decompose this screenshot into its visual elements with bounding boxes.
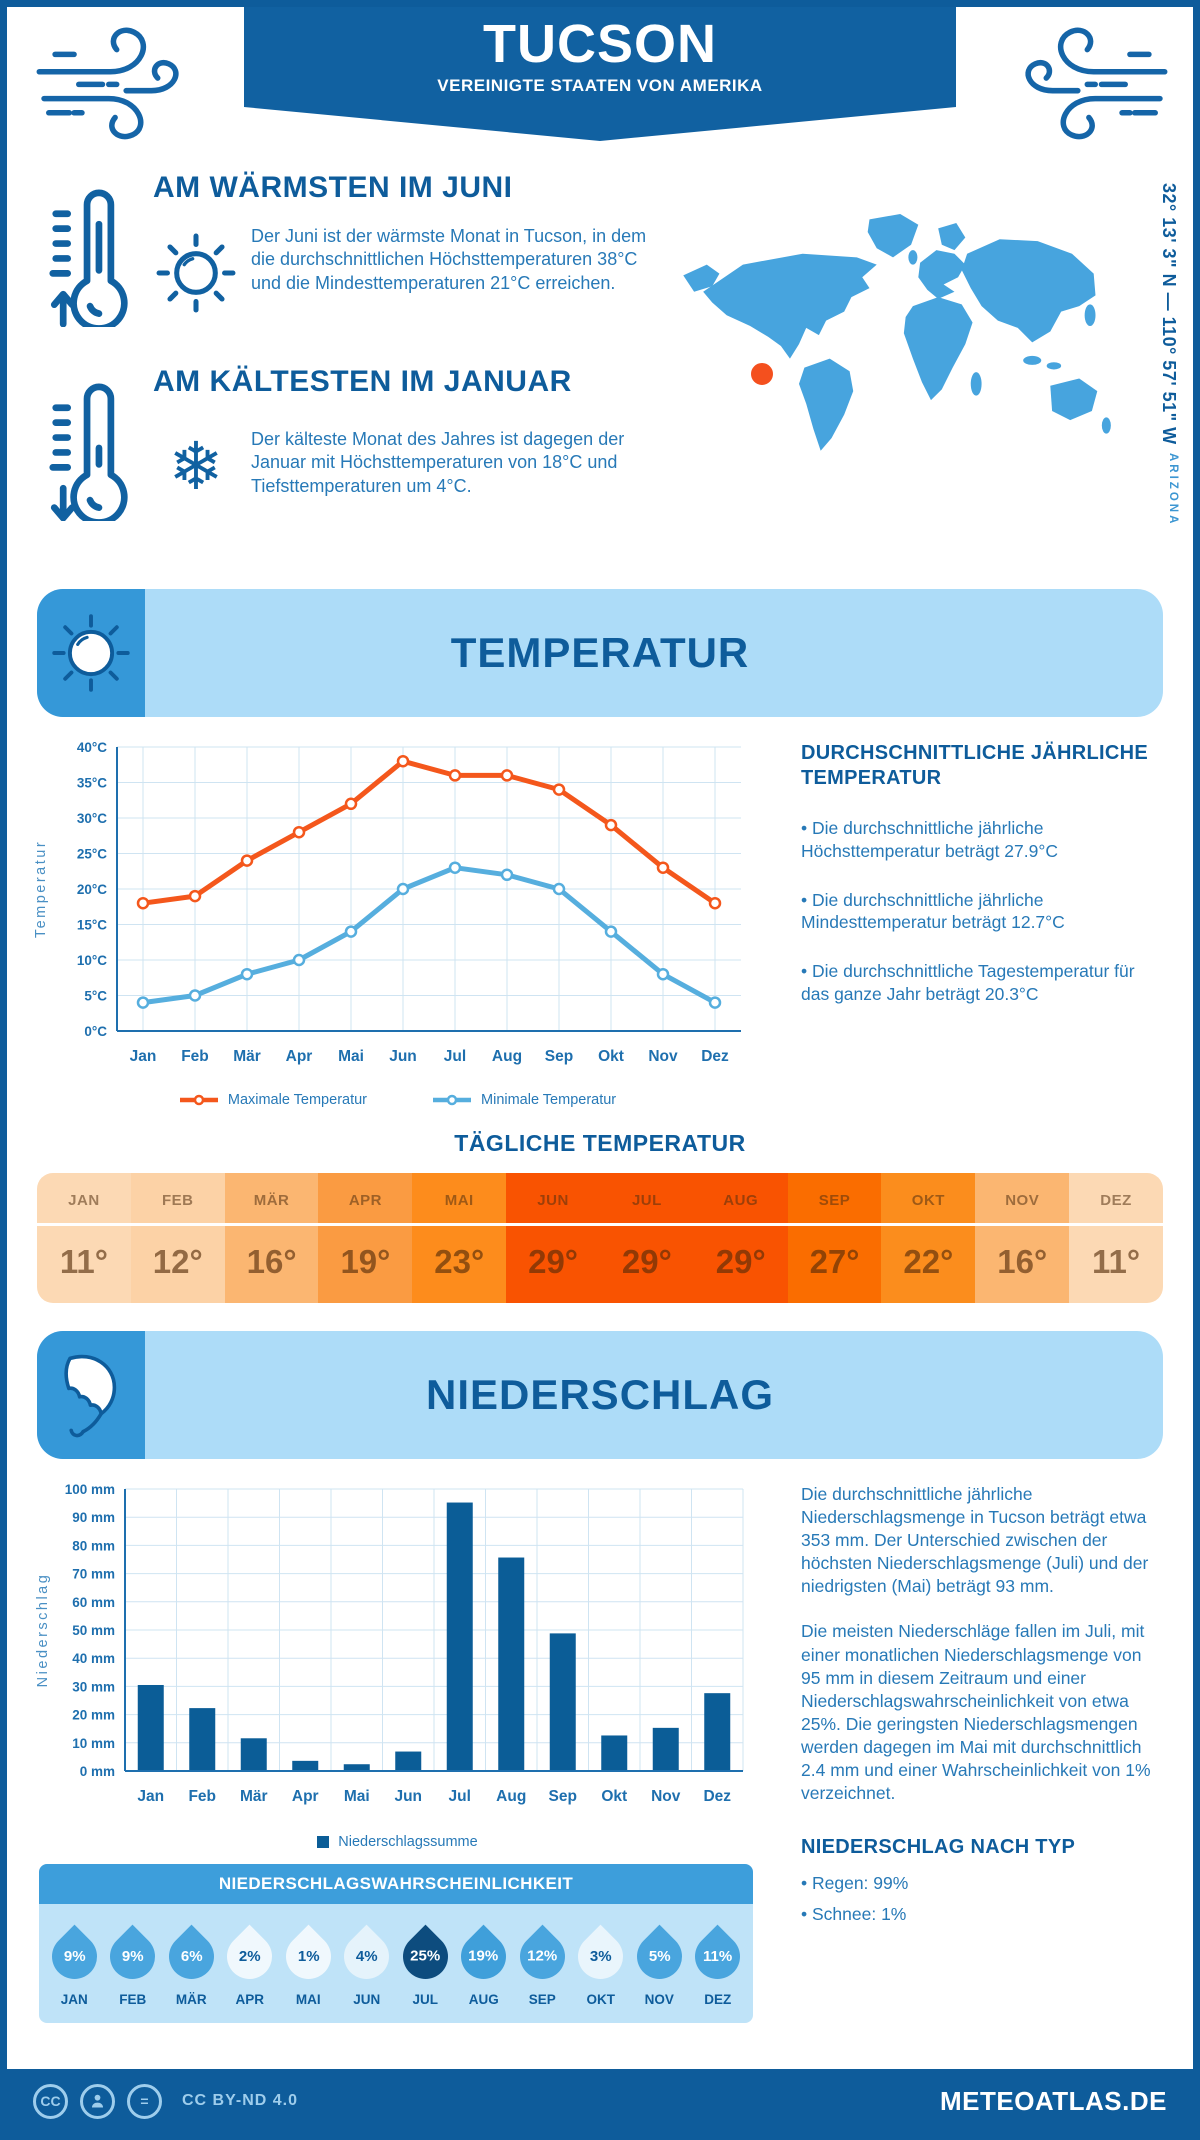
footer xyxy=(7,2069,1193,2133)
precipitation-probability-box xyxy=(39,1864,753,2023)
svg-text:30 mm: 30 mm xyxy=(72,1679,115,1695)
daily-temp-value: 29° xyxy=(694,1223,788,1303)
svg-text:100 mm: 100 mm xyxy=(64,1482,115,1497)
daily-temp-cell xyxy=(225,1173,319,1303)
svg-text:Jun: Jun xyxy=(389,1048,417,1065)
svg-text:Sep: Sep xyxy=(544,1048,574,1065)
droplet-value: 9% xyxy=(63,1948,86,1965)
probability-droplet-item xyxy=(104,1924,163,2007)
daily-temp-value: 16° xyxy=(225,1223,319,1303)
probability-droplets xyxy=(39,1904,753,2023)
daily-temp-cell xyxy=(412,1173,506,1303)
wind-icon xyxy=(33,21,183,143)
svg-text:25°C: 25°C xyxy=(76,846,107,862)
header xyxy=(7,7,1193,155)
daily-temp-month: JUL xyxy=(631,1192,662,1209)
svg-text:0 mm: 0 mm xyxy=(79,1764,115,1779)
daily-temp-value: 23° xyxy=(412,1223,506,1303)
droplet-icon xyxy=(510,1925,574,1989)
probability-droplet-item xyxy=(689,1924,748,2007)
svg-text:Jun: Jun xyxy=(394,1788,423,1805)
legend-max-temperature: Maximale Temperatur xyxy=(178,1092,367,1108)
droplet-month: SEP xyxy=(528,1992,556,2007)
warmest-heading: AM WÄRMSTEN IM JUNI xyxy=(153,171,513,204)
temperature-legend xyxy=(29,1092,765,1108)
svg-text:70 mm: 70 mm xyxy=(72,1566,115,1582)
svg-text:40°C: 40°C xyxy=(76,740,107,755)
wind-icon xyxy=(1021,21,1171,143)
droplet-month: OKT xyxy=(586,1992,615,2007)
droplet-icon xyxy=(101,1925,165,1989)
droplet-value: 3% xyxy=(589,1948,612,1965)
svg-text:5°C: 5°C xyxy=(84,988,107,1004)
droplet-month: FEB xyxy=(119,1992,147,2007)
svg-text:Feb: Feb xyxy=(188,1788,217,1805)
warmest-month-block xyxy=(47,167,655,327)
droplet-month: JUL xyxy=(412,1992,438,2007)
droplet-icon xyxy=(569,1925,633,1989)
svg-text:Mai: Mai xyxy=(343,1788,370,1805)
svg-text:Jan: Jan xyxy=(129,1048,157,1065)
daily-temp-month: JUN xyxy=(537,1192,569,1209)
daily-temperature-table xyxy=(37,1173,1163,1303)
location-marker xyxy=(751,363,773,385)
svg-text:Apr: Apr xyxy=(291,1788,319,1805)
svg-text:30°C: 30°C xyxy=(76,811,107,826)
svg-text:Aug: Aug xyxy=(496,1788,527,1805)
temperature-chart-row xyxy=(7,717,1193,1108)
droplet-value: 1% xyxy=(297,1948,320,1965)
probability-droplet-item xyxy=(630,1924,689,2007)
legend-min-temperature: Minimale Temperatur xyxy=(431,1092,616,1108)
probability-droplet-item xyxy=(221,1924,280,2007)
svg-text:0°C: 0°C xyxy=(84,1024,107,1039)
svg-text:80 mm: 80 mm xyxy=(72,1538,115,1554)
daily-temp-value: 29° xyxy=(600,1223,694,1303)
daily-temp-value: 19° xyxy=(318,1223,412,1303)
svg-text:Nov: Nov xyxy=(651,1788,681,1805)
daily-temp-value: 12° xyxy=(131,1223,225,1303)
daily-temp-month: JAN xyxy=(68,1192,100,1209)
coldest-text: Der kälteste Monat des Jahres ist dagegen der Januar mit Höchsttemperaturen von 18°C und Tiefsttemperaturen um 4°C. xyxy=(251,429,625,496)
precipitation-paragraph: Die meisten Niederschläge fallen im Juli, mit einer monatlichen Niederschlagsmenge von 95 mm in diesem Zeitraum und einer Niederschlagswahrscheinlichkeit von etwa 25%. Die geringsten Niederschlagsmengen werden dagegen im Mai mit durchschnittlich 2.4 mm und einer Wahrscheinlichkeit von 1% verzeichnet. xyxy=(801,1621,1151,1804)
temperature-bullet: • Die durchschnittliche jährliche Mindesttemperatur beträgt 12.7°C xyxy=(801,889,1065,933)
svg-text:Sep: Sep xyxy=(548,1788,577,1805)
precipitation-legend xyxy=(29,1834,765,1850)
temperature-banner-title: TEMPERATUR xyxy=(450,629,750,676)
daily-temp-month: MÄR xyxy=(253,1192,290,1209)
svg-text:Okt: Okt xyxy=(601,1788,628,1805)
droplet-value: 9% xyxy=(121,1948,144,1965)
cc-icon: CC xyxy=(33,2084,68,2119)
daily-temperature-heading: TÄGLICHE TEMPERATUR xyxy=(454,1130,746,1156)
temperature-line-chart xyxy=(29,731,765,1085)
svg-text:Nov: Nov xyxy=(648,1048,678,1065)
svg-text:Aug: Aug xyxy=(491,1048,523,1065)
svg-text:Apr: Apr xyxy=(285,1048,313,1065)
droplet-icon xyxy=(335,1925,399,1989)
coldest-month-block xyxy=(47,361,655,521)
svg-text:Okt: Okt xyxy=(598,1048,624,1065)
droplet-month: MÄR xyxy=(175,1992,207,2007)
coldest-body xyxy=(153,428,655,521)
daily-temp-cell xyxy=(694,1173,788,1303)
svg-text:10 mm: 10 mm xyxy=(72,1735,115,1751)
svg-text:Dez: Dez xyxy=(703,1788,732,1805)
precipitation-sidebar xyxy=(765,1473,1163,2023)
daily-temp-month: NOV xyxy=(1005,1192,1040,1209)
svg-text:Feb: Feb xyxy=(181,1048,209,1065)
droplet-value: 12% xyxy=(527,1948,558,1965)
droplet-month: JAN xyxy=(60,1992,88,2007)
legend-precipitation-sum: Niederschlagssumme xyxy=(316,1834,477,1850)
precipitation-type-item: • Regen: 99% xyxy=(801,1873,909,1894)
droplet-value: 5% xyxy=(648,1948,671,1965)
thermometer-up-icon xyxy=(47,167,139,327)
svg-text:Jul: Jul xyxy=(448,1788,471,1805)
intro-text-column xyxy=(47,167,655,583)
droplet-icon xyxy=(627,1925,691,1989)
daily-temp-cell xyxy=(37,1173,131,1303)
droplet-value: 6% xyxy=(180,1948,203,1965)
map-panel xyxy=(655,167,1179,583)
daily-temp-cell xyxy=(506,1173,600,1303)
site-label: METEOATLAS.DE xyxy=(939,2085,1167,2116)
svg-text:Dez: Dez xyxy=(701,1048,729,1065)
droplet-month: MAI xyxy=(295,1992,321,2007)
precipitation-row xyxy=(7,1459,1193,2023)
daily-temp-value: 27° xyxy=(788,1223,882,1303)
probability-droplet-item xyxy=(279,1924,338,2007)
precipitation-type-item: • Schnee: 1% xyxy=(801,1903,907,1924)
warmest-body xyxy=(153,225,655,327)
svg-text:Niederschlag: Niederschlag xyxy=(35,1572,51,1688)
svg-text:50 mm: 50 mm xyxy=(72,1623,115,1638)
temperature-banner xyxy=(37,589,1163,717)
cc-nd-icon: = xyxy=(127,2084,162,2119)
title-banner xyxy=(244,7,956,107)
svg-text:Jan: Jan xyxy=(137,1788,165,1805)
sun-icon xyxy=(153,225,239,315)
droplet-value: 19% xyxy=(468,1948,499,1965)
droplet-value: 11% xyxy=(703,1947,733,1965)
temperature-chart-col xyxy=(29,731,765,1108)
page-title: TUCSON xyxy=(483,14,717,74)
svg-text:Mär: Mär xyxy=(233,1048,261,1065)
probability-droplet-item xyxy=(572,1924,631,2007)
daily-temp-month: OKT xyxy=(911,1192,945,1209)
intro-section xyxy=(7,155,1193,583)
droplet-value: 4% xyxy=(355,1948,378,1965)
droplet-value: 25% xyxy=(410,1948,441,1965)
daily-temp-month: MAI xyxy=(444,1192,474,1209)
daily-temp-month: FEB xyxy=(161,1192,194,1209)
droplet-icon xyxy=(218,1925,282,1989)
droplet-month: APR xyxy=(235,1992,264,2007)
warmest-text: Der Juni ist der wärmste Monat in Tucson, in dem die durchschnittlichen Höchsttemperaturen 38°C und die Mindesttemperaturen 21°C erreichen. xyxy=(251,226,647,293)
svg-text:40 mm: 40 mm xyxy=(72,1651,115,1667)
coordinates-label: 32° 13' 3" N — 110° 57' 51" W xyxy=(1159,183,1179,445)
probability-droplet-item xyxy=(45,1924,104,2007)
svg-text:90 mm: 90 mm xyxy=(72,1510,115,1526)
probability-droplet-item xyxy=(162,1924,221,2007)
license-label: CC BY-ND 4.0 xyxy=(182,2092,299,2109)
daily-temp-month: APR xyxy=(348,1192,382,1209)
droplet-icon xyxy=(159,1925,223,1989)
temperature-sidebar xyxy=(765,731,1163,1108)
svg-text:35°C: 35°C xyxy=(76,775,107,791)
droplet-icon xyxy=(686,1925,750,1989)
precipitation-type-heading: NIEDERSCHLAG NACH TYP xyxy=(801,1836,1076,1859)
daily-temp-cell xyxy=(881,1173,975,1303)
daily-temp-month: DEZ xyxy=(1100,1192,1132,1209)
coldest-heading: AM KÄLTESTEN IM JANUAR xyxy=(153,365,572,398)
daily-temp-cell xyxy=(600,1173,694,1303)
svg-text:15°C: 15°C xyxy=(76,917,107,933)
daily-temp-month: AUG xyxy=(723,1192,759,1209)
daily-temp-cell xyxy=(318,1173,412,1303)
probability-droplet-item xyxy=(338,1924,397,2007)
precipitation-chart-col xyxy=(29,1473,765,2023)
precipitation-banner xyxy=(37,1331,1163,1459)
droplet-icon xyxy=(42,1925,106,1989)
temperature-sidebar-heading: DURCHSCHNITTLICHE JÄHRLICHE TEMPERATUR xyxy=(801,742,1148,789)
region-label: ARIZONA xyxy=(1167,452,1179,527)
droplet-icon xyxy=(452,1925,516,1989)
daily-temp-value: 16° xyxy=(975,1223,1069,1303)
precipitation-bar-chart xyxy=(29,1473,765,1827)
daily-temp-value: 29° xyxy=(506,1223,600,1303)
page-subtitle: VEREINIGTE STAATEN VON AMERIKA xyxy=(437,76,763,96)
droplet-icon xyxy=(393,1925,457,1989)
precipitation-banner-title: NIEDERSCHLAG xyxy=(425,1371,775,1418)
probability-droplet-item xyxy=(513,1924,572,2007)
svg-text:Jul: Jul xyxy=(443,1048,467,1065)
droplet-month: AUG xyxy=(468,1992,499,2007)
droplet-month: DEZ xyxy=(704,1992,732,2007)
snowflake-icon: ❄ xyxy=(168,428,224,505)
svg-text:60 mm: 60 mm xyxy=(72,1594,115,1610)
world-map xyxy=(667,201,1119,471)
svg-text:20°C: 20°C xyxy=(76,882,107,897)
map-side-labels xyxy=(1158,183,1179,526)
svg-text:Mai: Mai xyxy=(338,1048,364,1065)
daily-temp-cell xyxy=(131,1173,225,1303)
probability-droplet-item xyxy=(455,1924,514,2007)
probability-droplet-item xyxy=(396,1924,455,2007)
droplet-icon xyxy=(276,1925,340,1989)
daily-temp-month: SEP xyxy=(818,1192,851,1209)
svg-text:Mär: Mär xyxy=(239,1788,268,1805)
daily-temp-value: 11° xyxy=(37,1223,131,1303)
daily-temp-cell xyxy=(788,1173,882,1303)
svg-text:Temperatur: Temperatur xyxy=(33,839,49,939)
droplet-month: NOV xyxy=(644,1992,674,2007)
daily-temp-cell xyxy=(1069,1173,1163,1303)
daily-temp-value: 11° xyxy=(1069,1223,1163,1303)
precipitation-paragraph: Die durchschnittliche jährliche Niederschlagsmenge in Tucson beträgt etwa 353 mm. Der Unterschied zwischen der höchsten Niederschlagsmenge (Juli) und der niedrigsten (Mai) beträgt 93 mm. xyxy=(801,1484,1149,1597)
daily-temp-cell xyxy=(975,1173,1069,1303)
droplet-month: JUN xyxy=(353,1992,381,2007)
svg-text:10°C: 10°C xyxy=(76,953,107,968)
cc-by-person-icon xyxy=(80,2084,115,2119)
thermometer-down-icon xyxy=(47,361,139,521)
temperature-bullet: • Die durchschnittliche Tagestemperatur für das ganze Jahr beträgt 20.3°C xyxy=(801,961,1135,1004)
probability-heading: NIEDERSCHLAGSWAHRSCHEINLICHKEIT xyxy=(39,1864,753,1904)
droplet-value: 2% xyxy=(238,1948,261,1965)
temperature-bullet: • Die durchschnittliche jährliche Höchsttemperatur beträgt 27.9°C xyxy=(801,818,1058,861)
svg-text:20 mm: 20 mm xyxy=(72,1707,115,1723)
daily-temp-value: 22° xyxy=(881,1223,975,1303)
